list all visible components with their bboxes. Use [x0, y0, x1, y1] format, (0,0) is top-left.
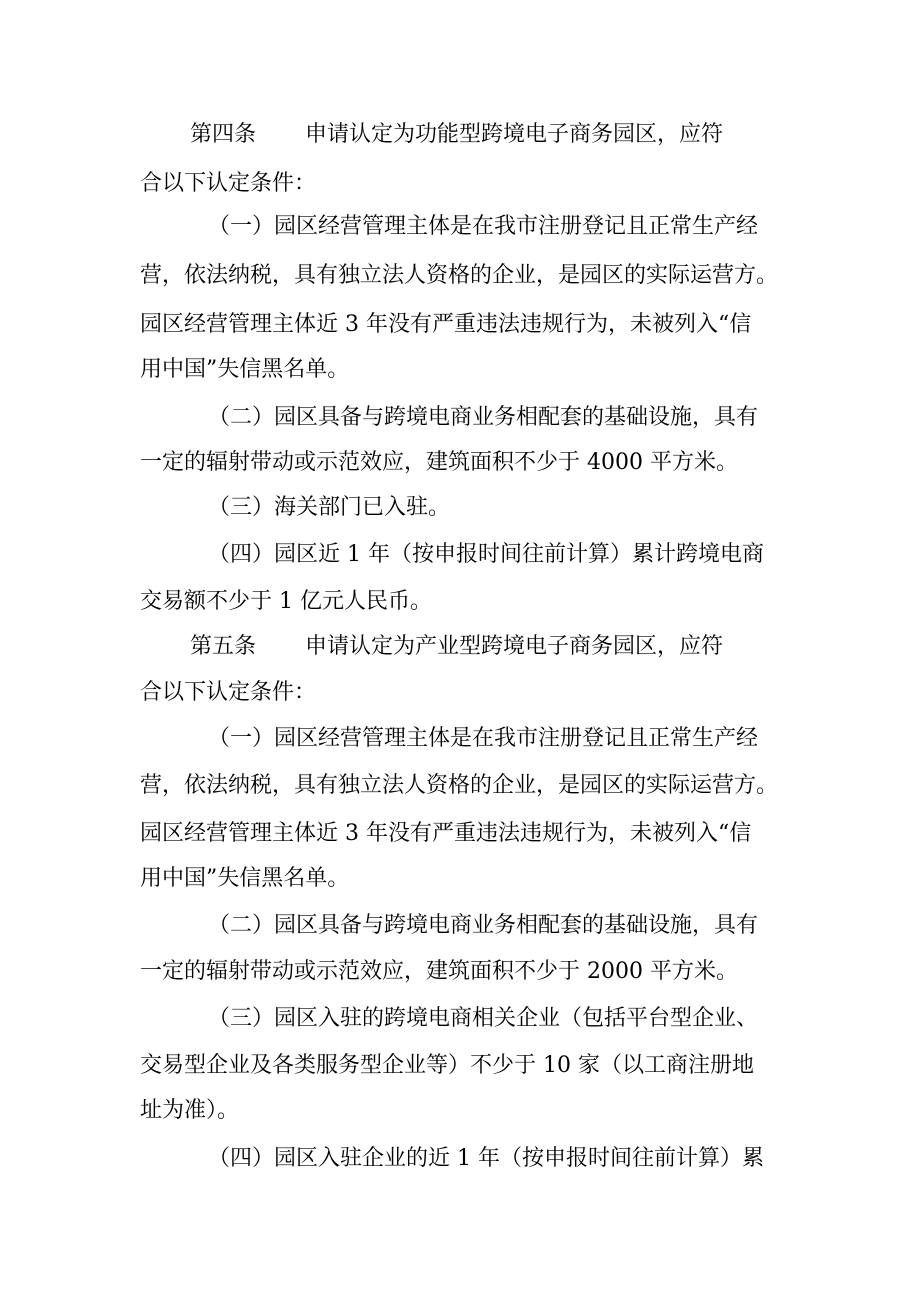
article5-item1-line4: 用中国”失信黑名单。 — [140, 866, 350, 891]
article5-number: 第五条 — [190, 634, 257, 659]
article4-item2-line1: （二）园区具备与跨境电商业务相配套的基础设施，具有 — [208, 405, 759, 430]
article5-item1-line3: 园区经营管理主体近 3 年没有严重违法违规行为，未被列入“信 — [140, 821, 752, 846]
article4-item3-line1: （三）海关部门已入驻。 — [208, 495, 451, 520]
article4-item1-line1: （一）园区经营管理主体是在我市注册登记且正常生产经 — [208, 214, 759, 239]
article5-heading-cont: 合以下认定条件： — [140, 680, 317, 705]
article4-item1-line3: 园区经营管理主体近 3 年没有严重违法违规行为，未被列入“信 — [140, 312, 752, 337]
article5-item3-line1: （三）园区入驻的跨境电商相关企业（包括平台型企业、 — [208, 1006, 759, 1031]
article4-heading — [190, 120, 790, 150]
article4-item1-line2: 营，依法纳税，具有独立法人资格的企业，是园区的实际运营方。 — [140, 263, 779, 288]
article4-number: 第四条 — [190, 122, 257, 147]
article5-item1-line1: （一）园区经营管理主体是在我市注册登记且正常生产经 — [208, 726, 759, 751]
article4-item4-line2: 交易额不少于 1 亿元人民币。 — [140, 589, 432, 614]
article4-heading-text: 申请认定为功能型跨境电子商务园区，应符 — [305, 122, 724, 147]
article4-item4-line1: （四）园区近 1 年（按申报时间往前计算）累计跨境电商 — [208, 542, 764, 567]
article5-heading — [190, 632, 790, 662]
article5-heading-text: 申请认定为产业型跨境电子商务园区，应符 — [305, 634, 724, 659]
article5-item3-line3: 址为准）。 — [140, 1098, 240, 1123]
article4-item2-line2: 一定的辐射带动或示范效应，建筑面积不少于 4000 平方米。 — [140, 450, 738, 475]
article5-item1-line2: 营，依法纳税，具有独立法人资格的企业，是园区的实际运营方。 — [140, 773, 779, 798]
article5-item2-line1: （二）园区具备与跨境电商业务相配套的基础设施，具有 — [208, 913, 759, 938]
article5-item4-line1: （四）园区入驻企业的近 1 年（按申报时间往前计算）累 — [208, 1146, 764, 1171]
article5-item3-line2: 交易型企业及各类服务型企业等）不少于 10 家（以工商注册地 — [140, 1053, 754, 1078]
article4-heading-cont: 合以下认定条件： — [140, 171, 317, 196]
article4-item1-line4: 用中国”失信黑名单。 — [140, 357, 350, 382]
article5-item2-line2: 一定的辐射带动或示范效应，建筑面积不少于 2000 平方米。 — [140, 959, 738, 984]
